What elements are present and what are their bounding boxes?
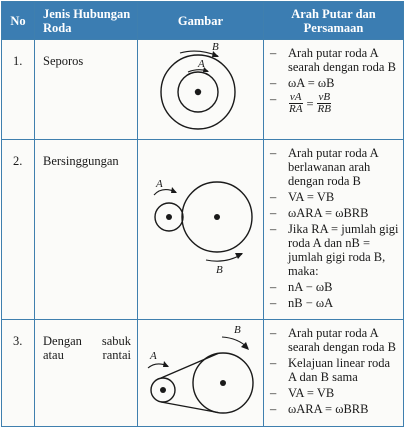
table-row	[2, 140, 404, 320]
equation-item: – VA = VB	[268, 190, 400, 204]
equation-item-fraction	[268, 92, 400, 115]
wheel-b-axle	[214, 214, 220, 220]
wheel-a-axle	[166, 214, 172, 220]
axle-dot	[195, 89, 201, 95]
equation-item: – Jika RA = jumlah gigi roda A dan nB = jumlah gigi roda B, maka:	[268, 222, 400, 278]
fraction-b	[317, 92, 332, 115]
equation-item: – ωA = ωB	[268, 76, 400, 90]
row-gambar	[138, 140, 264, 320]
arrow-b-head	[235, 253, 243, 259]
fraction-b-numerator: vB	[318, 91, 331, 103]
table-row	[2, 320, 404, 427]
equation-item: – ωARA = ωBRB	[268, 206, 400, 220]
fraction-b-denominator: RB	[317, 103, 331, 115]
touching-wheels-diagram	[138, 140, 262, 316]
belt-wheels-diagram	[138, 320, 262, 423]
header-gambar: Gambar	[138, 2, 264, 40]
row-arah	[264, 320, 404, 427]
wheel-a-axle	[160, 387, 166, 393]
label-a: A	[198, 58, 205, 70]
wheel-relation-table	[1, 1, 404, 427]
header-arah: Arah Putar dan Persamaan	[264, 2, 404, 40]
fraction-a-denominator: RA	[289, 103, 303, 115]
fraction-equals: =	[306, 96, 314, 111]
row-gambar	[138, 320, 264, 427]
row-jenis: Seporos	[35, 40, 138, 140]
label-a: A	[156, 178, 163, 190]
header-row	[2, 2, 404, 40]
row-jenis-text: Dengan sabuk atau rantai	[43, 334, 131, 362]
coaxial-wheels-diagram	[138, 40, 262, 136]
wheel-b-axle	[220, 380, 226, 386]
row-jenis	[35, 320, 138, 427]
row-number: 1.	[2, 40, 35, 140]
arrow-a-head	[171, 187, 177, 193]
fraction-a	[288, 92, 303, 115]
header-no: No	[2, 2, 35, 40]
label-b: B	[212, 41, 219, 53]
arrow-a-head	[163, 361, 169, 367]
row-jenis: Bersinggungan	[35, 140, 138, 320]
equation-item: – Arah putar roda A searah dengan roda B	[268, 46, 400, 74]
label-a: A	[150, 350, 157, 362]
table-row	[2, 40, 404, 140]
header-jenis: Jenis Hubungan Roda	[35, 2, 138, 40]
belt-bottom	[161, 402, 218, 413]
equation-list	[268, 146, 400, 310]
equation-item: – Kelajuan linear roda A dan B sama	[268, 356, 400, 384]
row-arah	[264, 140, 404, 320]
label-b: B	[216, 264, 223, 276]
equation-item: – ωARA = ωBRB	[268, 402, 400, 416]
equation-item: – Arah putar roda A berlawanan arah dengan roda B	[268, 146, 400, 188]
fraction-a-numerator: – vA	[289, 91, 302, 103]
row-number: 2.	[2, 140, 35, 320]
equation-item: – nA − ωB	[268, 280, 400, 294]
label-b: B	[234, 324, 241, 336]
equation-item: – VA = VB	[268, 386, 400, 400]
equation-item: – Arah putar roda A searah dengan roda B	[268, 326, 400, 354]
belt-top	[161, 354, 218, 379]
equation-item: – nB − ωA	[268, 296, 400, 310]
row-arah	[264, 40, 404, 140]
table-container	[1, 1, 403, 421]
row-number: 3.	[2, 320, 35, 427]
equation-list	[268, 46, 400, 115]
row-gambar	[138, 40, 264, 140]
equation-list	[268, 326, 400, 416]
